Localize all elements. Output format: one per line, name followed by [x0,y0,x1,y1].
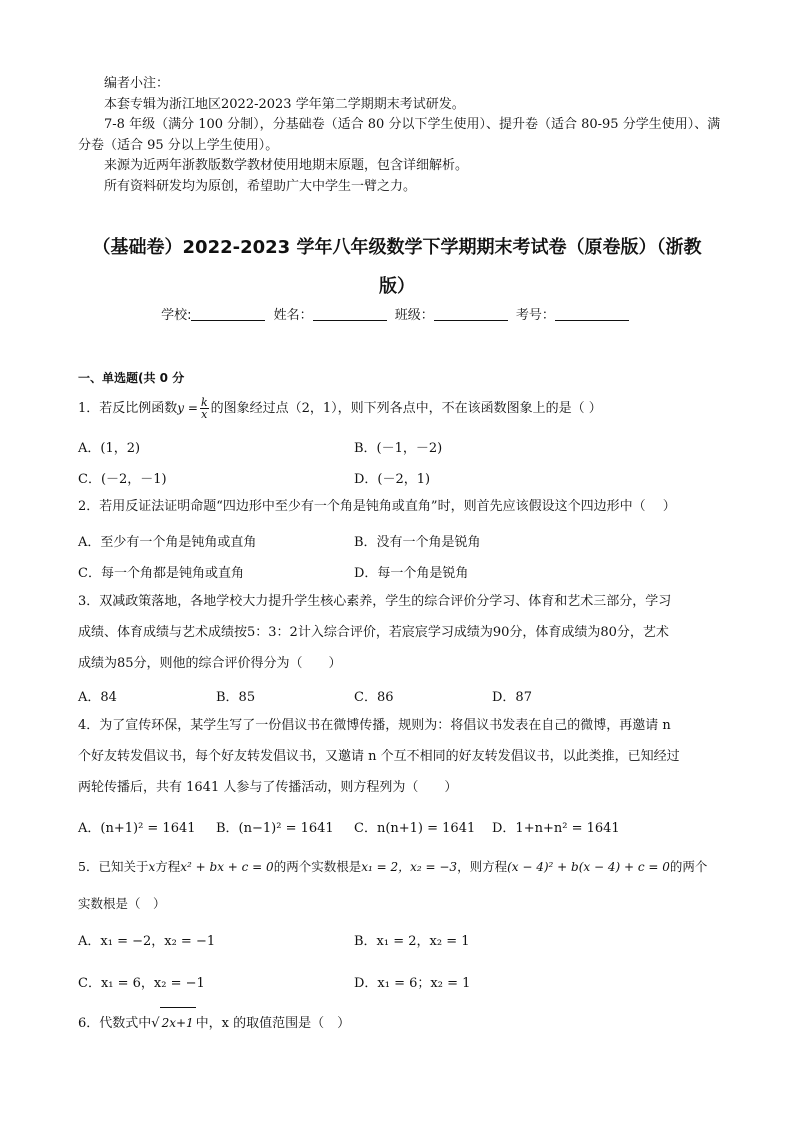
option-d: D．87 [492,690,532,705]
option-c: C．(－2，－1) [78,472,167,487]
question-text: 1．若反比例函数 [78,401,178,416]
question-text: 6．代数式中 [78,1016,152,1031]
option-b: B．没有一个角是锐角 [354,535,481,550]
school-label: 学校: [161,308,192,323]
option-a: A．至少有一个角是钝角或直角 [78,535,257,550]
option-a: A．(1，2) [78,441,141,456]
math-expression: y = [177,401,198,415]
option-a [78,817,196,836]
name-label: 姓名： [273,308,313,323]
question-text: 中，x 的取值范围是（ ） [195,1016,351,1031]
fraction-denominator: x [201,408,208,421]
exam-no-blank[interactable] [555,307,629,321]
class-label: 班级： [394,308,434,323]
option-d [492,817,620,836]
option-d: D．每一个角是锐角 [354,566,469,581]
question-line: 3．双减政策落地，各地学校大力提升学生核心素养，学生的综合评价分学习、体育和艺术三部分，学习 [78,594,672,609]
option-c [354,817,475,836]
exam-title-line: 版） [379,276,415,297]
editor-note-line: 7-8 年级（满分 100 分制），分基础卷（适合 80 分以下学生使用）、提升卷（适合 80-95 分学生使用）、满分卷（适合 95 分以上学生使用）。 [78,117,721,153]
fraction-numerator: k [200,396,208,409]
math-equation: x² + bx + c = 0 [180,860,274,874]
question-4 [78,710,723,803]
question-text: 的图象经过点（2，1），则下列各点中，不在该函数图象上的是（ ） [210,401,602,416]
option-c: C．86 [354,690,394,705]
option-a: A．84 [78,690,117,705]
fraction [200,397,209,420]
editor-note [78,74,728,197]
editor-note-heading: 编者小注： [104,76,170,91]
option-text: D．1+n+n² = 1641 [492,821,620,836]
option-a: A．x₁ = −2，x₂ = −1 [78,934,216,949]
question-line: 个好友转发倡议书，每个好友转发倡议书，又邀请 n 个互不相同的好友转发倡议书，以此类推，已知经过 [78,749,680,764]
option-text: C．n(n+1) = 1641 [354,821,476,836]
option-d: D．x₁ = 6；x₂ = 1 [354,976,471,991]
question-text: 方程 [155,859,181,874]
question-line: 实数根是（ ） [78,896,166,911]
option-b: B．x₁ = 2，x₂ = 1 [354,934,470,949]
question-line [78,851,723,883]
option-b: B．(－1，－2) [354,441,443,456]
section-heading: 一、单选题(共 0 分 [78,371,185,385]
question-line: 成绩、体育成绩与艺术成绩按5：3：2计入综合评价，若宸宸学习成绩为90分，体育成绩为80分，艺术 [78,625,669,640]
option-text: B．(n−1)² = 1641 [216,821,334,836]
editor-note-line: 来源为近两年浙教版数学教材使用地期末原题，包含详细解析。 [104,158,469,173]
option-b: B．85 [216,690,256,705]
option-text: A．(n+1)² = 1641 [78,821,196,836]
question-6 [78,1007,723,1039]
radical-sign: √ [151,1016,160,1031]
exam-title [70,228,724,306]
math-roots: x₁ = 2，x₂ = −3 [361,860,458,874]
exam-title-line: （基础卷）2022-2023 学年八年级数学下学期期末考试卷（原卷版）（浙教 [92,237,702,258]
math-equation: (x − 4)² + b(x − 4) + c = 0 [507,860,670,874]
option-c: C．x₁ = 6，x₂ = −1 [78,976,205,991]
question-3 [78,586,723,679]
question-text: 的两个 [669,859,708,874]
math-variable: x [148,860,156,874]
question-line: 两轮传播后，共有 1641 人参与了传播活动，则方程列为（ ） [78,780,458,795]
option-b [216,817,334,836]
question-1 [78,393,723,424]
exam-no-label: 考号： [515,308,555,323]
question-text: 的两个实数根是 [273,859,362,874]
question-2: 2．若用反证法证明命题“四边形中至少有一个角是钝角或直角”时，则首先应该假设这个四边形中（ ） [78,499,676,514]
name-blank[interactable] [313,307,387,321]
option-d: D．(－2，1) [354,472,431,487]
class-blank[interactable] [434,307,508,321]
editor-note-line: 本套专辑为浙江地区2022-2023 学年第二学期期末考试研发。 [104,96,465,112]
question-text: 5．已知关于 [78,859,149,874]
question-text: ，则方程 [457,859,508,874]
question-line: 成绩为85分，则他的综合评价得分为（ ） [78,656,342,671]
option-c: C．每一个角都是钝角或直角 [78,566,244,581]
question-line: 4．为了宣传环保，某学生写了一份倡议书在微博传播，规则为：将倡议书发表在自己的微博，再邀请 n [78,718,671,733]
question-5 [78,851,723,919]
radicand: 2x+1 [160,1007,196,1039]
editor-note-line: 所有资料研发均为原创，希望助广大中学生一臂之力。 [104,178,417,194]
student-info-fields [0,304,794,323]
school-blank[interactable] [191,307,265,321]
